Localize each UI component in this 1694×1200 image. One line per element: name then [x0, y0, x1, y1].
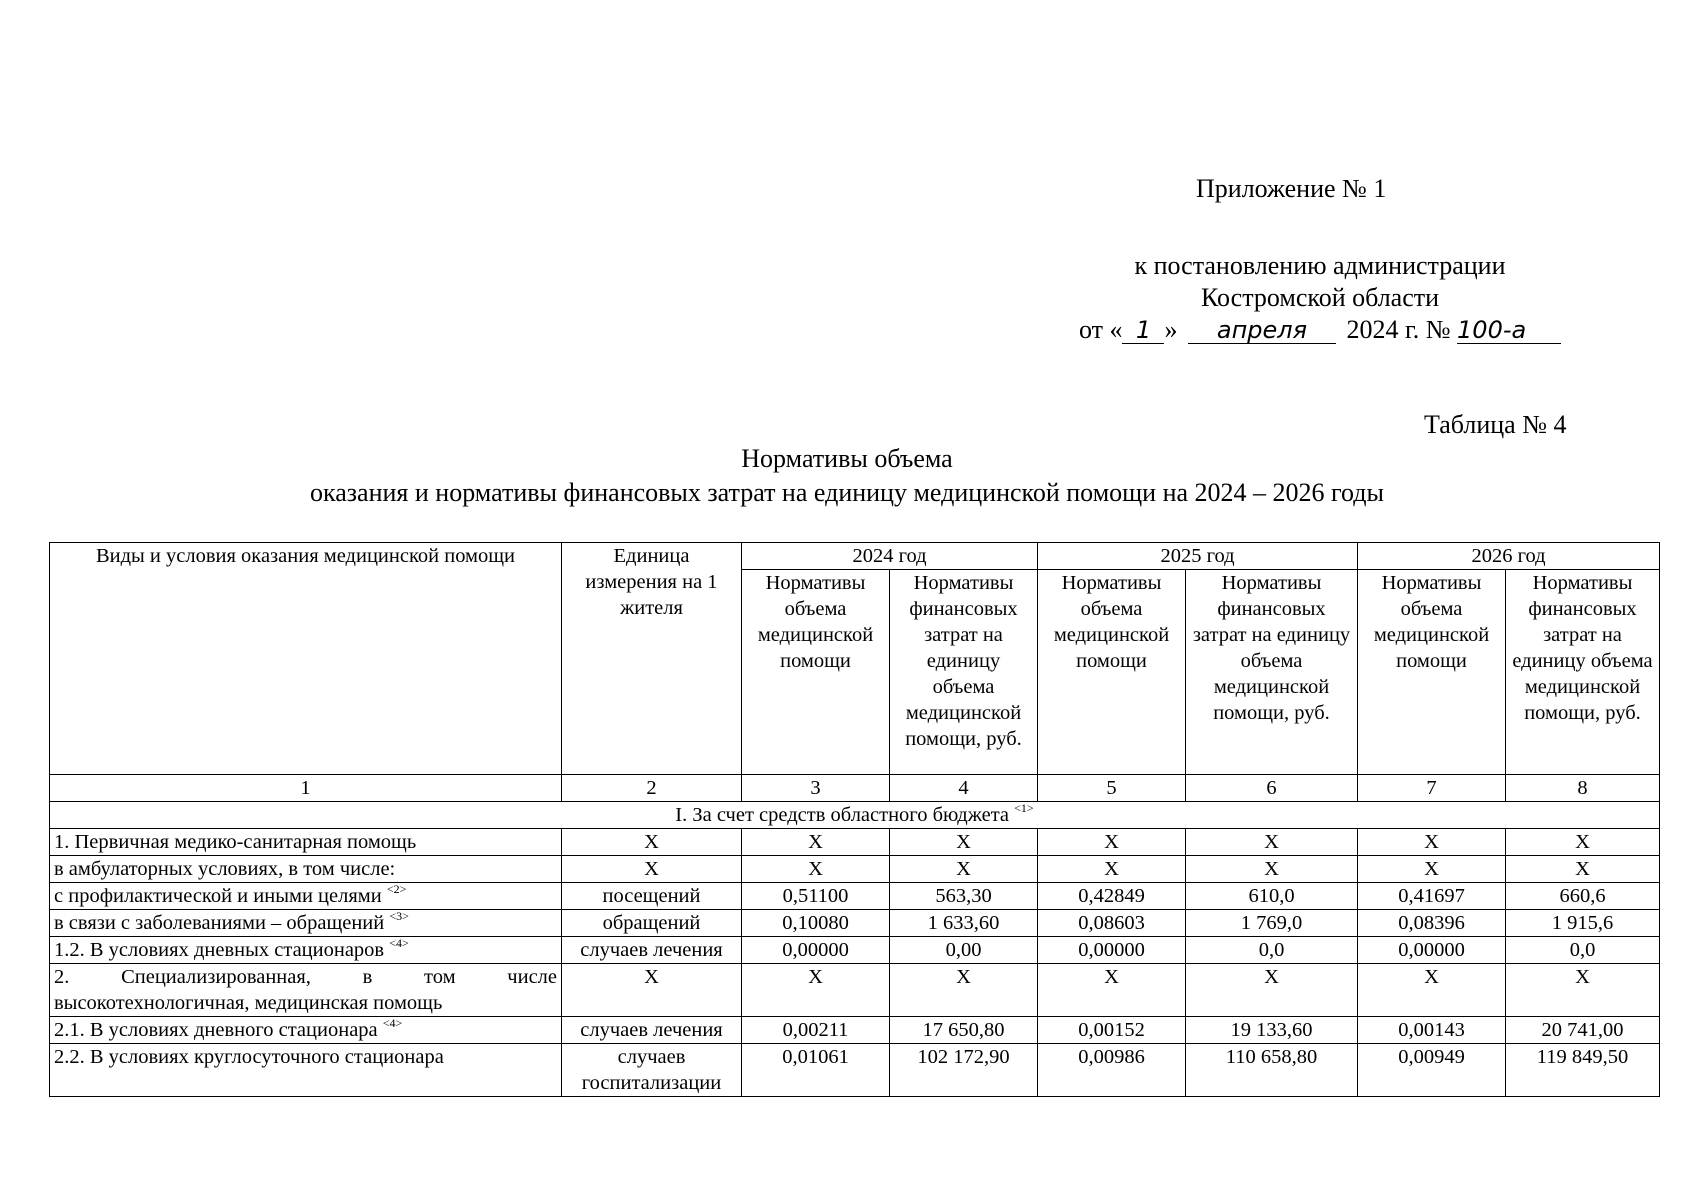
row-value: 0,08603 — [1038, 910, 1186, 937]
decree-line-2: Костромской области — [1200, 283, 1440, 312]
header-unit: Единица измерения на 1 жителя — [562, 543, 742, 775]
row-value: Х — [1358, 856, 1506, 883]
row-value: Х — [742, 829, 890, 856]
date-prefix: от « — [1078, 315, 1123, 344]
table-row — [50, 910, 1660, 937]
row-value: Х — [742, 856, 890, 883]
row-unit: Х — [562, 856, 742, 883]
column-numbers-row — [50, 775, 1660, 802]
row-name-text: 1. Первичная медико-санитарная помощь — [54, 831, 417, 853]
row-value: 102 172,90 — [890, 1044, 1038, 1097]
section-label: I. За счет средств областного бюджета — [675, 804, 1010, 826]
row-value: Х — [742, 964, 890, 1017]
row-name — [50, 829, 562, 856]
row-value: 119 849,50 — [1506, 1044, 1660, 1097]
column-number: 1 — [50, 775, 562, 802]
row-name-text: с профилактической и иными целями — [54, 885, 382, 907]
row-value: 0,00000 — [1358, 937, 1506, 964]
row-value: Х — [1506, 856, 1660, 883]
row-value: Х — [1186, 856, 1358, 883]
footnote-mark: <4> — [389, 936, 409, 950]
table-row — [50, 856, 1660, 883]
row-name — [50, 1044, 562, 1097]
row-value: 0,00152 — [1038, 1017, 1186, 1044]
row-name — [50, 1017, 562, 1044]
header-year-2026: 2026 год — [1358, 543, 1660, 570]
footnote-mark: <2> — [386, 882, 407, 896]
handwritten-month: апреля — [1188, 317, 1336, 344]
row-value: 610,0 — [1186, 883, 1358, 910]
section-title — [50, 802, 1660, 829]
header-cost-2025: Нормативы финансовых затрат на единицу объема медицинской помощи, руб. — [1186, 570, 1358, 775]
row-value: 0,00211 — [742, 1017, 890, 1044]
column-number: 5 — [1038, 775, 1186, 802]
row-value: Х — [1038, 856, 1186, 883]
header-year-2024: 2024 год — [742, 543, 1038, 570]
row-value: 0,42849 — [1038, 883, 1186, 910]
year-text: 2024 г. № — [1346, 315, 1451, 344]
row-name — [50, 937, 562, 964]
row-name-text: 1.2. В условиях дневных стационаров — [54, 939, 385, 961]
row-unit: обращений — [562, 910, 742, 937]
table-row — [50, 1017, 1660, 1044]
header-cost-2024: Нормативы финансовых затрат на единицу объема медицинской помощи, руб. — [890, 570, 1038, 775]
row-value: Х — [1506, 829, 1660, 856]
row-name — [50, 964, 562, 1017]
column-number: 4 — [890, 775, 1038, 802]
header-cost-2026: Нормативы финансовых затрат на единицу объема медицинской помощи, руб. — [1506, 570, 1660, 775]
column-number: 7 — [1358, 775, 1506, 802]
row-name — [50, 910, 562, 937]
row-value: 0,00949 — [1358, 1044, 1506, 1097]
row-value: 0,51100 — [742, 883, 890, 910]
row-value: Х — [1038, 964, 1186, 1017]
row-name-text: 2. Специализированная, в том числе высокотехнологичная, медицинская помощь — [54, 966, 557, 1014]
row-unit: случаев лечения — [562, 937, 742, 964]
column-number: 6 — [1186, 775, 1358, 802]
header-volume-2024: Нормативы объема медицинской помощи — [742, 570, 890, 775]
row-value: Х — [890, 964, 1038, 1017]
row-value: 0,0 — [1506, 937, 1660, 964]
decree-line-1: к постановлению администрации — [1134, 251, 1506, 280]
row-value: 1 769,0 — [1186, 910, 1358, 937]
row-value: 20 741,00 — [1506, 1017, 1660, 1044]
header-volume-2025: Нормативы объема медицинской помощи — [1038, 570, 1186, 775]
norms-table — [49, 542, 1660, 1097]
row-unit: случаев госпитализации — [562, 1044, 742, 1097]
header-row-years — [50, 543, 1660, 570]
row-unit: Х — [562, 829, 742, 856]
row-value: 0,00986 — [1038, 1044, 1186, 1097]
header-volume-2026: Нормативы объема медицинской помощи — [1358, 570, 1506, 775]
row-value: 0,08396 — [1358, 910, 1506, 937]
footnote-mark: <1> — [1014, 801, 1034, 815]
section-row — [50, 802, 1660, 829]
row-value: 0,0 — [1186, 937, 1358, 964]
table-number: Таблица № 4 — [1424, 410, 1567, 439]
row-value: Х — [1358, 829, 1506, 856]
row-name — [50, 856, 562, 883]
handwritten-day: 1 — [1122, 317, 1164, 344]
row-value: 0,01061 — [742, 1044, 890, 1097]
row-name-text: в связи с заболеваниями – обращений — [54, 912, 385, 934]
appendix-title: Приложение № 1 — [1196, 174, 1387, 203]
row-name — [50, 883, 562, 910]
row-value: 0,00000 — [1038, 937, 1186, 964]
row-value: 660,6 — [1506, 883, 1660, 910]
table-title-line-2: оказания и нормативы финансовых затрат на единицу медицинской помощи на 2024 – 2026 годы — [310, 478, 1384, 507]
row-value: 0,00143 — [1358, 1017, 1506, 1044]
footnote-mark: <4> — [382, 1016, 403, 1030]
row-value: Х — [890, 856, 1038, 883]
row-value: 0,41697 — [1358, 883, 1506, 910]
column-number: 2 — [562, 775, 742, 802]
date-mid: » — [1164, 315, 1178, 344]
row-value: Х — [1506, 964, 1660, 1017]
row-name-text: в амбулаторных условиях, в том числе: — [54, 858, 396, 880]
row-unit: посещений — [562, 883, 742, 910]
table-row — [50, 937, 1660, 964]
header-kinds: Виды и условия оказания медицинской помощи — [50, 543, 562, 775]
row-value: 0,10080 — [742, 910, 890, 937]
row-value: 110 658,80 — [1186, 1044, 1358, 1097]
column-number: 8 — [1506, 775, 1660, 802]
row-value: Х — [1038, 829, 1186, 856]
column-number: 3 — [742, 775, 890, 802]
row-name-text: 2.2. В условиях круглосуточного стационара — [54, 1046, 444, 1068]
row-value: 0,00000 — [742, 937, 890, 964]
row-value: Х — [890, 829, 1038, 856]
table-row — [50, 1044, 1660, 1097]
footnote-mark: <3> — [389, 909, 409, 923]
row-value: Х — [1186, 829, 1358, 856]
row-unit: случаев лечения — [562, 1017, 742, 1044]
table-row — [50, 883, 1660, 910]
row-value: 0,00 — [890, 937, 1038, 964]
row-value: 1 633,60 — [890, 910, 1038, 937]
decree-reference — [1040, 250, 1600, 346]
row-value: 17 650,80 — [890, 1017, 1038, 1044]
row-name-text: 2.1. В условиях дневного стационара — [54, 1019, 378, 1041]
table-title-line-1: Нормативы объема — [741, 444, 953, 473]
row-value: 563,30 — [890, 883, 1038, 910]
decree-date — [1040, 314, 1600, 346]
table-row — [50, 829, 1660, 856]
table-row — [50, 964, 1660, 1017]
row-value: 1 915,6 — [1506, 910, 1660, 937]
row-value: 19 133,60 — [1186, 1017, 1358, 1044]
header-year-2025: 2025 год — [1038, 543, 1358, 570]
row-value: Х — [1358, 964, 1506, 1017]
handwritten-number: 100-а — [1457, 317, 1561, 344]
row-value: Х — [1186, 964, 1358, 1017]
row-unit: Х — [562, 964, 742, 1017]
